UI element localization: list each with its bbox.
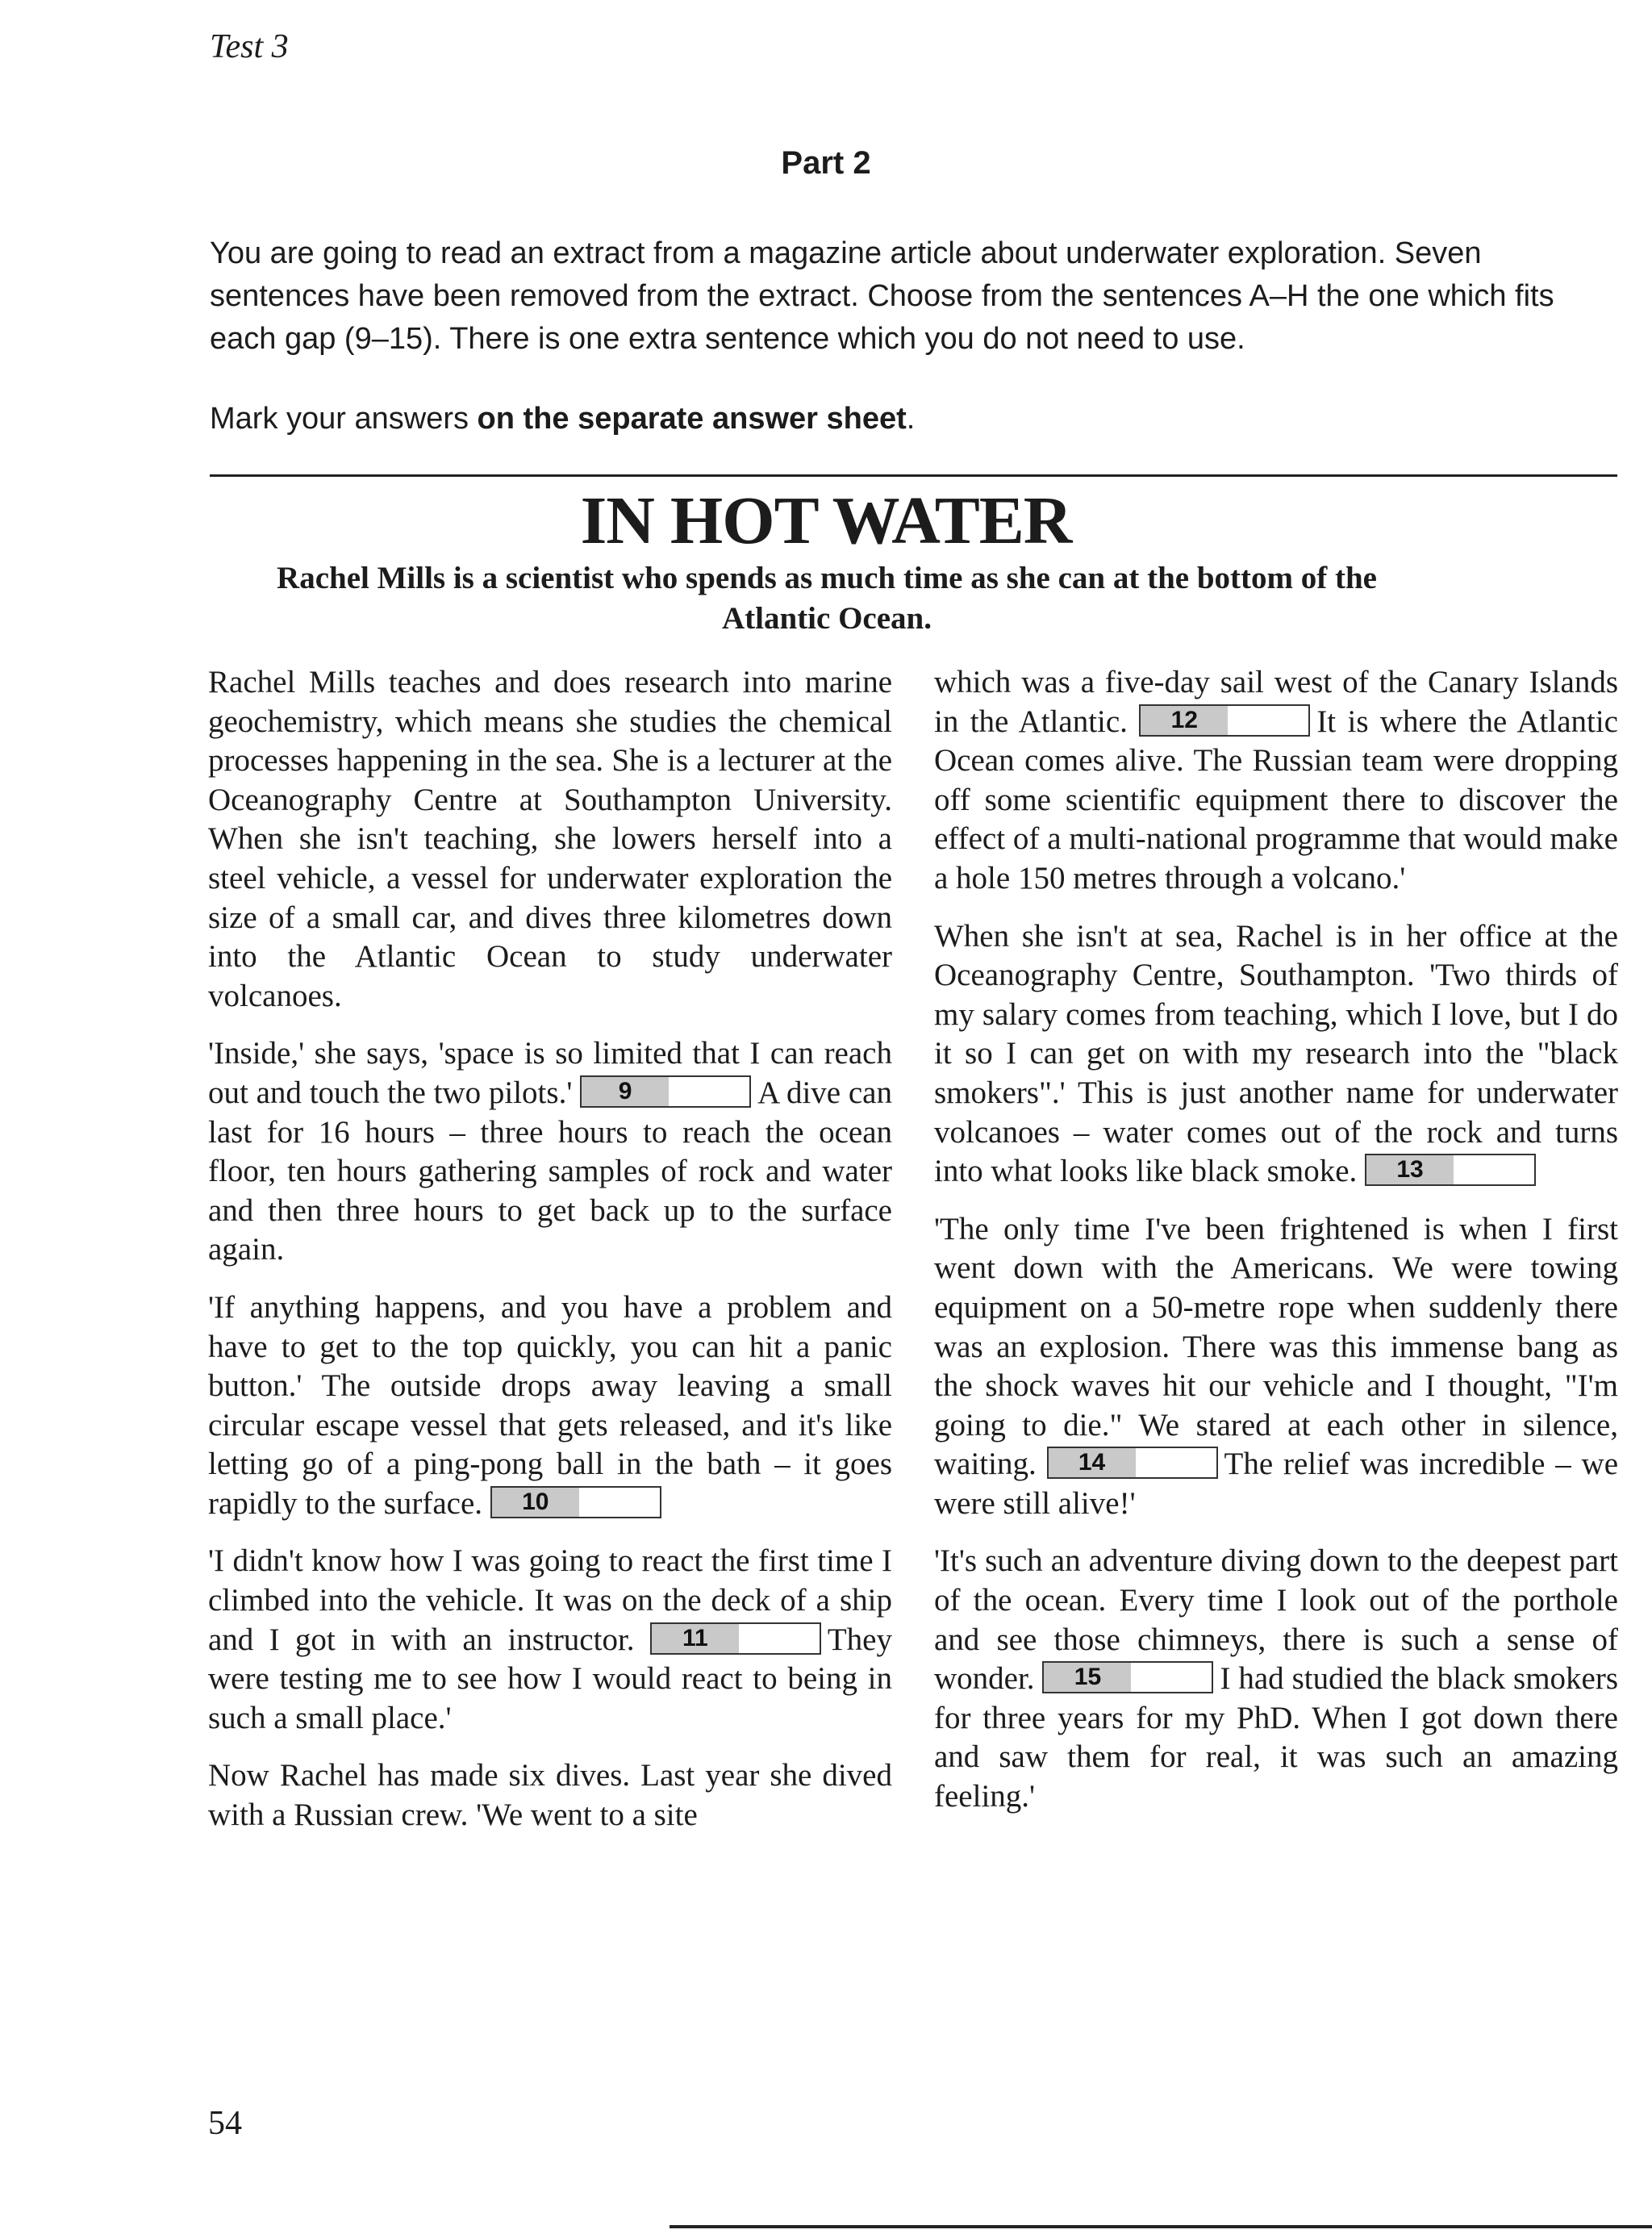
- left-p4-text-b: They were testing me to see how I would react to being in such a small place.': [208, 1622, 892, 1735]
- left-p2-text-a: 'Inside,' she says, 'space is so limited that I can reach out and touch the two pilots.': [208, 1036, 892, 1110]
- right-p3-text-b: The relief was incredible – we were still alive!': [934, 1447, 1619, 1521]
- right-p2-text-a: When she isn't at sea, Rachel is in her office at the Oceanography Centre, Southampton. 'Two thirds of my salary comes from teaching, which I love, but I do it so I can get on with my research into the "black smokers".' This is just another name for underwater volcanoes – water comes out of the rock and turns into what looks like black smoke.: [934, 918, 1618, 1189]
- running-header: Test 3: [210, 28, 289, 65]
- right-column: [934, 663, 1618, 1835]
- gap-9-number: 9: [582, 1077, 669, 1106]
- right-p4-text-b: I had studied the black smokers for three years for my PhD. When I got down there and saw them for real, it was such an amazing feeling.': [934, 1661, 1619, 1814]
- gap-13-number: 13: [1366, 1155, 1454, 1184]
- left-column: [208, 663, 892, 1854]
- gap-11-box[interactable]: [650, 1622, 821, 1655]
- gap-11-number: 11: [652, 1624, 739, 1653]
- right-paragraph-2: [934, 917, 1618, 1192]
- left-p3-text-a: 'If anything happens, and you have a problem and have to get to the top quickly, you can hit a panic button.' The outside drops away leaving a small circular escape vessel that gets released, and it's like letting go of a ping-pong ball in the bath – it goes rapidly to the surface.: [208, 1289, 892, 1521]
- left-paragraph-4: [208, 1542, 892, 1738]
- left-paragraph-5: Now Rachel has made six dives. Last year she dived with a Russian crew. 'We went to a site: [208, 1758, 892, 1833]
- left-paragraph-1: Rachel Mills teaches and does research into marine geochemistry, which means she studies the chemical processes happening in the sea. She is a lecturer at the Oceanography Centre at Southampton University. When she isn't teaching, she lowers herself into a steel vehicle, a vessel for underwater exploration the size of a small car, and dives three kilometres down into the Atlantic Ocean to study underwater volcanoes.: [208, 665, 892, 1013]
- gap-15-box[interactable]: [1042, 1661, 1213, 1693]
- left-paragraph-3: [208, 1288, 892, 1524]
- bottom-edge-rule: [670, 2225, 1652, 2228]
- right-paragraph-3: [934, 1210, 1618, 1524]
- left-p2-text-b: A dive can last for 16 hours – three hours to reach the ocean floor, ten hours gathering samples of rock and water and then three hours to get back up to the surface again.: [208, 1075, 892, 1267]
- mark-suffix: .: [906, 402, 916, 436]
- part-heading: Part 2: [781, 145, 871, 181]
- right-p1-text-b: It is where the Atlantic Ocean comes alive. The Russian team were dropping off some scientific equipment there to discover the effect of a multi-national programme that would make a hole 150 metres through a volcano.': [934, 704, 1618, 896]
- instructions-text: You are going to read an extract from a magazine article about underwater exploration. Seven sentences have been removed from the extract. Choose from the sentences A–H the one which fits each gap (9–15). There is one extra sentence which you do not need to use.: [210, 236, 1554, 356]
- gap-15-number: 15: [1044, 1663, 1131, 1692]
- divider-rule: [210, 474, 1617, 477]
- right-paragraph-4: [934, 1542, 1618, 1816]
- left-p4-text-a: 'I didn't know how I was going to react the first time I climbed into the vehicle. It was on the deck of a ship and I got in with an instructor.: [208, 1543, 892, 1657]
- gap-10-box[interactable]: [490, 1486, 661, 1518]
- right-p4-text-a: 'It's such an adventure diving down to the deepest part of the ocean. Every time I look out of the porthole and see those chimneys, there is such a sense of wonder.: [934, 1543, 1618, 1697]
- right-p3-text-a: 'The only time I've been frightened is when I first went down with the Americans. We were towing equipment on a 50-metre rope when suddenly there was an explosion. There was this immense bang as the shock waves hit our vehicle and I thought, "I'm going to die." We stared at each other in silence, waiting.: [934, 1211, 1618, 1482]
- right-paragraph-1: [934, 663, 1618, 899]
- article-title: IN HOT WATER: [580, 483, 1072, 558]
- gap-14-box[interactable]: [1047, 1447, 1218, 1479]
- mark-prefix: Mark your answers: [210, 402, 478, 436]
- gap-10-number: 10: [492, 1488, 579, 1517]
- gap-13-box[interactable]: [1365, 1154, 1536, 1186]
- gap-12-number: 12: [1141, 706, 1228, 735]
- right-p1-text-a: which was a five-day sail west of the Canary Islands in the Atlantic.: [934, 665, 1618, 739]
- mark-answers-line: [210, 402, 915, 436]
- left-paragraph-2: [208, 1034, 892, 1270]
- mark-bold: on the separate answer sheet: [477, 402, 907, 436]
- gap-9-box[interactable]: [580, 1075, 751, 1108]
- article-subtitle: Rachel Mills is a scientist who spends as much time as she can at the bottom of the Atlantic Ocean.: [277, 561, 1377, 636]
- gap-12-box[interactable]: [1139, 704, 1310, 737]
- page-number: 54: [208, 2105, 242, 2142]
- gap-14-number: 14: [1049, 1448, 1136, 1477]
